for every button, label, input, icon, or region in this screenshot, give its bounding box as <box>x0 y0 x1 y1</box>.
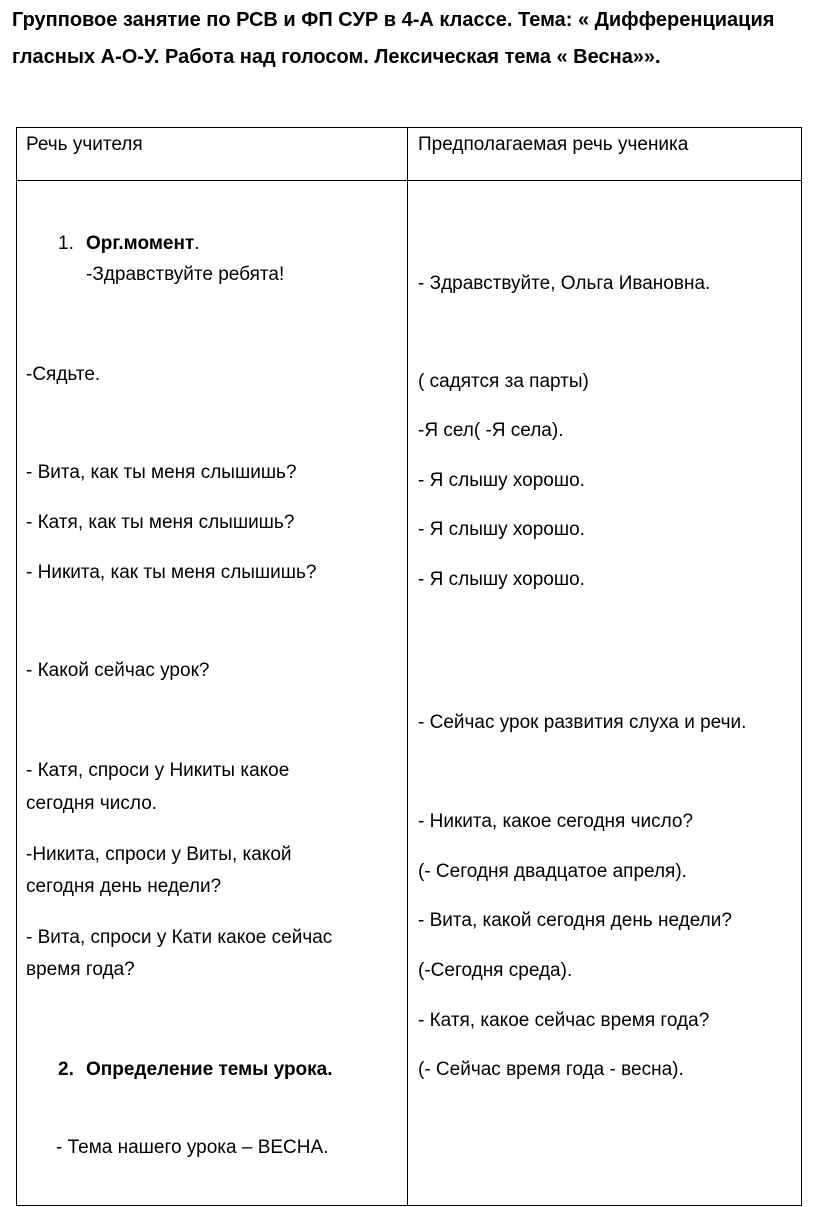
teacher-nikita-ask-line-2: сегодня день недели? <box>26 876 222 897</box>
student-season-question: - Катя, какое сейчас время года? <box>418 1010 710 1031</box>
teacher-katya-hear: - Катя, как ты меня слышишь? <box>26 512 295 533</box>
section-1-number: 1. <box>58 233 74 254</box>
student-lesson-answer: - Сейчас урок развития слуха и речи. <box>418 712 747 733</box>
column-divider <box>407 128 408 1205</box>
section-1-heading <box>86 228 200 260</box>
student-date-answer: (- Сегодня двадцатое апреля). <box>418 861 687 882</box>
section-1-dot: . <box>194 233 200 254</box>
document-title <box>12 2 802 76</box>
student-day-question: - Вита, какой сегодня день недели? <box>418 910 732 931</box>
student-hear-1: - Я слышу хорошо. <box>418 470 585 491</box>
teacher-katya-ask-line-2: сегодня число. <box>26 793 158 814</box>
title-line-1: Групповое занятие по РСВ и ФП СУР в 4-А классе. Тема: « Дифференциация <box>12 9 775 31</box>
teacher-lesson-theme: - Тема нашего урока – ВЕСНА. <box>56 1137 329 1158</box>
teacher-lesson-question: - Какой сейчас урок? <box>26 660 210 681</box>
header-teacher: Речь учителя <box>26 134 143 155</box>
teacher-vita-ask-line-1: - Вита, спроси у Кати какое сейчас <box>26 927 333 948</box>
title-line-2: гласных А-О-У. Работа над голосом. Лексическая тема « Весна»». <box>12 46 661 68</box>
section-2-number: 2. <box>58 1059 74 1080</box>
student-day-answer: (-Сегодня среда). <box>418 960 573 981</box>
student-hear-2: - Я слышу хорошо. <box>418 519 585 540</box>
teacher-vita-hear: - Вита, как ты меня слышишь? <box>26 462 297 483</box>
teacher-greeting: -Здравствуйте ребята! <box>86 264 285 285</box>
header-student: Предполагаемая речь ученика <box>418 134 689 155</box>
section-2-title: Определение темы урока. <box>86 1059 333 1080</box>
teacher-nikita-ask-line-1: -Никита, спроси у Виты, какой <box>26 844 292 865</box>
student-season-answer: (- Сейчас время года - весна). <box>418 1059 684 1080</box>
student-date-question: - Никита, какое сегодня число? <box>418 811 694 832</box>
teacher-vita-ask-line-2: время года? <box>26 959 135 980</box>
student-sat: -Я сел( -Я села). <box>418 420 564 441</box>
dialogue-table <box>16 127 802 1206</box>
student-sit-down: ( садятся за парты) <box>418 371 589 392</box>
section-1-title: Орг.момент <box>86 233 195 254</box>
student-hear-3: - Я слышу хорошо. <box>418 569 585 590</box>
teacher-katya-ask-line-1: - Катя, спроси у Никиты какое <box>26 760 290 781</box>
teacher-sit-down: -Сядьте. <box>26 364 101 385</box>
student-greeting: - Здравствуйте, Ольга Ивановна. <box>418 273 711 294</box>
teacher-nikita-hear: - Никита, как ты меня слышишь? <box>26 562 317 583</box>
header-divider <box>17 180 801 181</box>
